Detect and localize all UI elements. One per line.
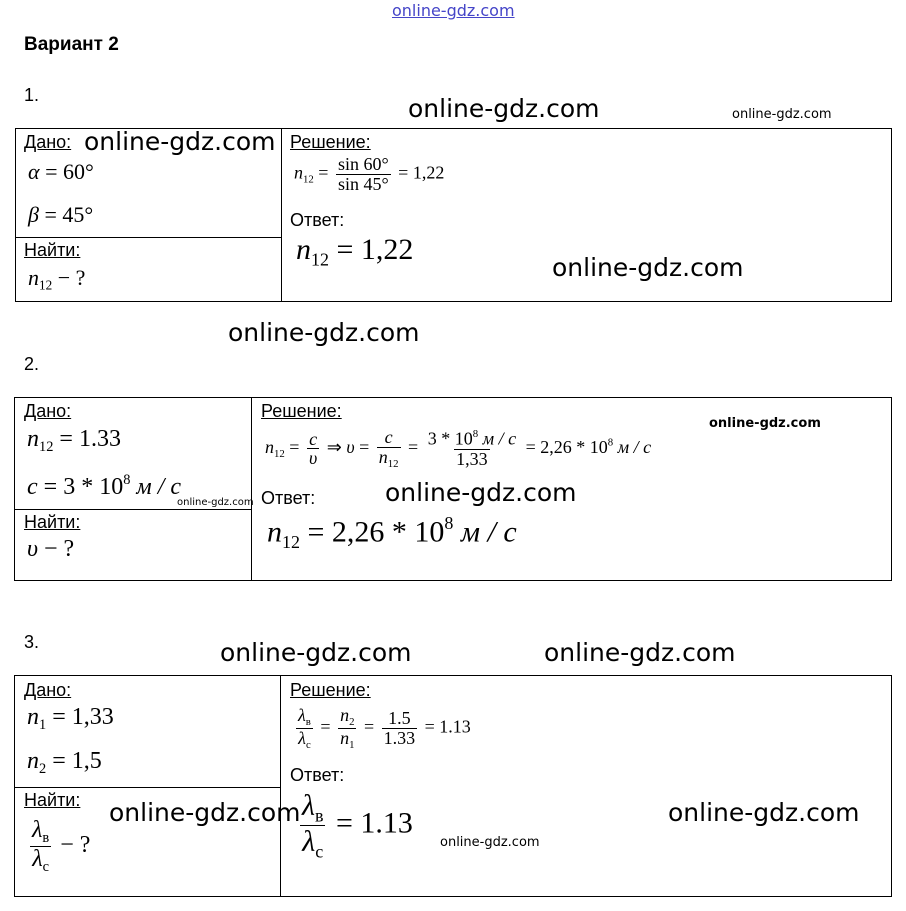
site-link[interactable]: online-gdz.com: [392, 1, 515, 20]
fraction-denominator: 1,33: [456, 448, 488, 469]
given-alpha: α = 60°: [28, 159, 94, 184]
find-label: Найти:: [24, 790, 81, 810]
find-label: Найти:: [24, 512, 81, 532]
answer-value: 1,22: [360, 233, 414, 266]
c-value: 3 * 10: [63, 474, 124, 501]
problem-1-number: 1.: [24, 85, 40, 105]
exponent: 8: [472, 428, 479, 441]
answer-formula: $n_{12} = 1,22$: [296, 233, 414, 270]
answer-value: 1.13: [360, 806, 413, 840]
n1-value: 1,33: [71, 704, 114, 730]
alpha-value: 60°: [62, 159, 94, 184]
fraction-numerator: 1.5: [388, 708, 411, 729]
speed-unit: м / с: [617, 437, 652, 458]
find-n12: $n_{12}$ − ?: [28, 265, 86, 293]
fraction-denominator: sin 45°: [337, 173, 389, 194]
find-v: υ − ?: [27, 536, 75, 562]
solution-formula: $\frac{\lambda_в}{\lambda_с}$ = $\frac{n_2}{n_1}$ = $\frac{1.5}{1.33}$ = 1.13: [298, 705, 471, 751]
watermark: online-gdz.com: [544, 638, 736, 667]
find-ratio: $\frac{\lambda_в}{\lambda_с}$ − ?: [32, 817, 91, 876]
watermark: online-gdz.com: [220, 638, 412, 667]
problem-2-number: 2.: [24, 354, 40, 374]
watermark: online-gdz.com: [732, 107, 832, 122]
answer-value: 2,26 * 10: [331, 515, 445, 549]
given-n12: $n_{12} = 1.33$: [27, 426, 121, 456]
problem-3-number: 3.: [24, 632, 40, 652]
watermark: online-gdz.com: [385, 478, 577, 507]
answer-label: Ответ:: [261, 488, 316, 508]
speed-unit: м / с: [482, 428, 517, 449]
given-label: Дано:: [24, 132, 72, 152]
variant-title: Вариант 2: [24, 34, 119, 55]
watermark: online-gdz.com: [440, 835, 540, 850]
solution-result: 2,26 * 10: [540, 437, 608, 458]
fraction-numerator: 3 * 10: [427, 428, 473, 449]
solution-label: Решение:: [290, 132, 371, 152]
fraction-numerator: sin 60°: [337, 154, 389, 174]
given-label: Дано:: [24, 401, 72, 421]
fraction-denominator: 1.33: [383, 728, 416, 749]
solution-result: 1.13: [439, 716, 471, 737]
answer-formula: $\frac{\lambda_в}{\lambda_с}$ = 1.13: [302, 789, 413, 862]
c-exponent: 8: [123, 472, 131, 488]
exponent: 8: [607, 436, 614, 449]
answer-label: Ответ:: [290, 765, 345, 785]
beta-value: 45°: [62, 202, 94, 227]
solution-label: Решение:: [290, 680, 371, 700]
n12-value: 1.33: [78, 426, 121, 452]
watermark: online-gdz.com: [228, 318, 420, 347]
given-beta: β = 45°: [28, 202, 94, 227]
watermark: online-gdz.com: [668, 798, 860, 827]
problem-1-table: [15, 128, 892, 302]
find-label: Найти:: [24, 240, 81, 260]
given-label: Дано:: [24, 680, 72, 700]
speed-unit: м / с: [136, 474, 182, 501]
watermark: online-gdz.com: [709, 416, 821, 431]
speed-unit: м / с: [460, 515, 517, 549]
given-c: $c = 3 * 10^8$ м / с: [27, 472, 182, 501]
problem-3-table: [14, 675, 892, 897]
given-n1: $n_1 = 1,33$: [27, 704, 114, 734]
exponent: 8: [444, 513, 454, 533]
watermark: online-gdz.com: [84, 127, 276, 156]
watermark: online-gdz.com: [408, 94, 600, 123]
solution-formula: $n_{12}$ = $\frac{\sin 60^\circ}{\sin 45^\circ}$ = 1,22: [294, 154, 445, 194]
watermark: online-gdz.com: [177, 497, 254, 508]
solution-label: Решение:: [261, 401, 342, 421]
watermark: online-gdz.com: [109, 798, 301, 827]
solution-formula: $n_{12}$ = $\frac{c}{\upsilon}$ ⇒ υ = $\frac{c}{n_{12}}$ = $\frac{3 * 10^8 м / с}{1,33}$ = $2,26 * 10^8$ м / с: [265, 427, 652, 470]
problem-2-table: [14, 397, 892, 581]
n2-value: 1,5: [71, 748, 102, 774]
watermark: online-gdz.com: [552, 253, 744, 282]
answer-label: Ответ:: [290, 210, 345, 230]
given-n2: $n_2 = 1,5$: [27, 748, 102, 778]
solution-result: 1,22: [412, 162, 445, 183]
answer-formula: $n_{12} = 2,26 * 10^8$ м / с: [267, 513, 517, 552]
